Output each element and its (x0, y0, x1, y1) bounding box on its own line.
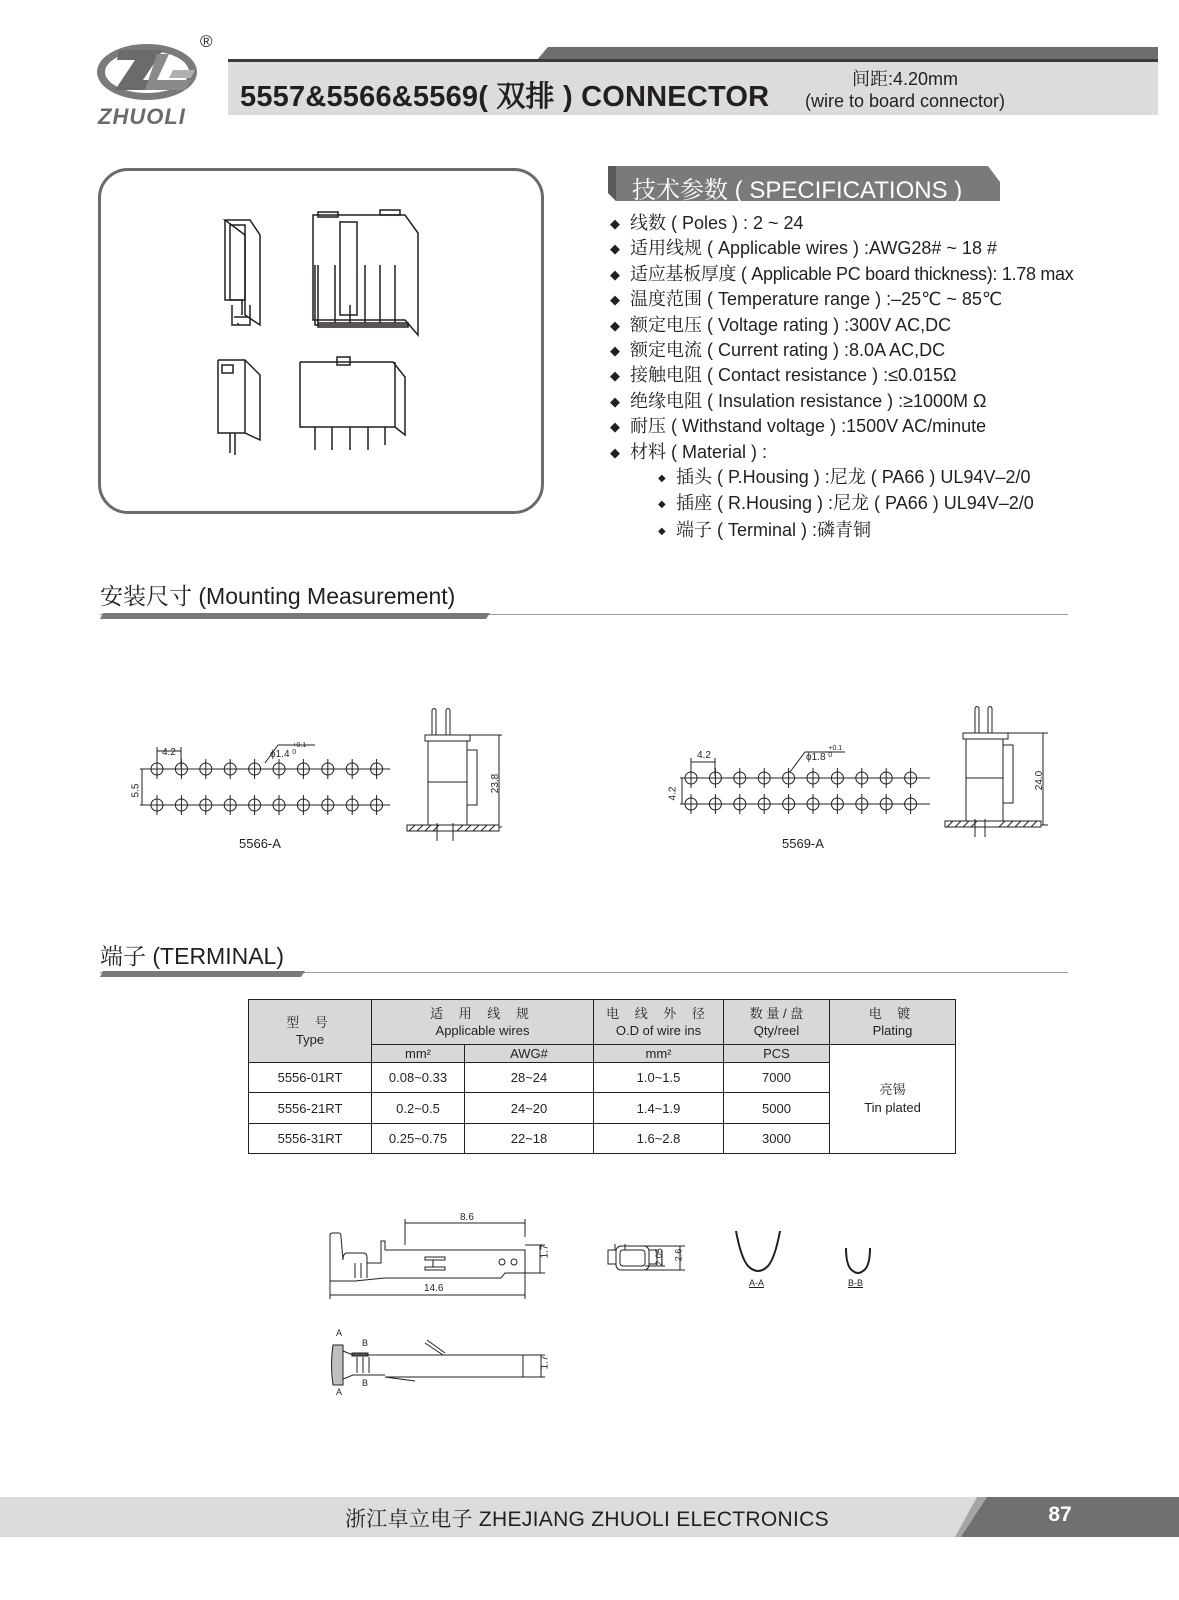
diamond-icon: ◆ (610, 419, 620, 435)
diamond-icon: ◆ (610, 368, 620, 384)
spec-item (610, 440, 1073, 465)
subheader-od-mm: mm² (594, 1045, 724, 1063)
dim-inner: 2.05 (653, 1248, 664, 1266)
spec-text: 绝缘电阻 ( Insulation resistance ) :≥1000M Ω (630, 390, 987, 411)
cell-type: 5556-31RT (249, 1124, 372, 1154)
material-text: 插头 ( P.Housing ) :尼龙 ( PA66 ) UL94V–2/0 (676, 467, 1031, 488)
hole-diameter: ϕ1.4 (270, 749, 290, 760)
cell-od: 1.0~1.5 (594, 1063, 724, 1093)
spec-item (610, 363, 1073, 388)
tol-plus: +0.1 (828, 745, 843, 752)
spec-item (610, 338, 1073, 363)
cell-awg: 28~24 (465, 1063, 594, 1093)
mounting-bar (100, 613, 490, 621)
spec-text: 温度范围 ( Temperature range ) :–25℃ ~ 85℃ (630, 289, 1003, 310)
dim-row-5569: 4.2 (667, 786, 679, 801)
header-od (594, 1000, 724, 1045)
material-item (610, 465, 1073, 491)
header-qty-en: Qty/reel (753, 1023, 800, 1038)
spec-text: 线数 ( Poles ) : 2 ~ 24 (630, 213, 804, 233)
diamond-icon: ◆ (610, 317, 620, 333)
header-type-cn: 型 号 (286, 1015, 334, 1030)
subheader-qty-unit: PCS (724, 1045, 830, 1063)
cell-awg: 24~20 (465, 1093, 594, 1124)
spec-text: 适用线规 ( Applicable wires ) :AWG28# ~ 18 # (630, 238, 997, 259)
section-a-label: A-A (749, 1278, 765, 1288)
dim-height-5569: 24.0 (1034, 770, 1046, 791)
dim-hole-5569 (806, 745, 842, 763)
terminal-bar (100, 971, 305, 979)
terminal-table (248, 999, 956, 1154)
mark-a-top: A (336, 1328, 343, 1338)
tol-minus: 0 (292, 749, 297, 756)
header-2pin-drawing (218, 360, 260, 455)
table-header-row (249, 1000, 956, 1045)
mark-b-bottom: B (362, 1378, 369, 1388)
dim-height-top: 1.7 (539, 1355, 551, 1370)
section-a-a-drawing (733, 1228, 783, 1276)
spec-item (610, 211, 1073, 236)
drawing-label-5569: 5569-A (782, 836, 824, 851)
dim-pitch-5566: 4.2 (162, 747, 176, 758)
cell-od: 1.6~2.8 (594, 1124, 724, 1154)
cell-type: 5556-21RT (249, 1093, 372, 1124)
registered-mark: ® (200, 32, 213, 51)
diamond-icon: ◆ (610, 241, 620, 257)
section-b-label: B-B (848, 1278, 864, 1288)
spec-list (610, 211, 1073, 544)
header-type-en: Type (295, 1032, 325, 1047)
tol-minus: 0 (828, 752, 833, 759)
section-b-b-drawing (843, 1245, 873, 1277)
brand-name: ZHUOLI (98, 104, 186, 129)
dim-outer: 2.6 (673, 1248, 684, 1262)
cell-mm2: 0.08~0.33 (372, 1063, 465, 1093)
dim-pitch-5569: 4.2 (697, 750, 711, 761)
spec-text: 耐压 ( Withstand voltage ) :1500V AC/minute (630, 416, 987, 437)
page-number: 87 (1048, 1503, 1072, 1526)
diamond-icon: ◆ (610, 444, 620, 460)
plating-en: Tin plated (864, 1100, 921, 1115)
header-plating-cn: 电 镀 (868, 1006, 917, 1021)
header-plating-en: Plating (872, 1023, 913, 1038)
spec-item (610, 262, 1073, 287)
subheader-wires-mm: mm² (372, 1045, 465, 1063)
dim-hole-5566 (270, 742, 306, 760)
material-item (610, 518, 1073, 544)
dim-length-partial: 8.6 (460, 1212, 474, 1223)
tol-plus: +0.1 (292, 742, 307, 749)
pitch-value: 间距:4.20mm (851, 69, 959, 89)
plug-2pin-drawing (225, 220, 260, 325)
hole-grid (685, 768, 917, 814)
header-qty-cn: 数 量 / 盘 (749, 1006, 804, 1021)
header-od-en: O.D of wire ins (615, 1023, 702, 1038)
dim-row-5566: 5.5 (130, 783, 142, 798)
header-wires-en: Applicable wires (435, 1023, 530, 1038)
spec-text: 接触电阻 ( Contact resistance ) :≤0.015Ω (630, 365, 957, 386)
drawing-label-5566: 5566-A (239, 836, 281, 851)
dim-height-5566: 23.8 (490, 773, 502, 794)
page-title: 5557&5566&5569( 双排 ) CONNECTOR (240, 81, 770, 113)
diamond-icon: ◆ (658, 499, 666, 511)
cell-type: 5556-01RT (249, 1063, 372, 1093)
mounting-heading: 安装尺寸 (Mounting Measurement) (100, 583, 456, 609)
dim-length-total: 14.6 (424, 1283, 444, 1294)
header-type (249, 1000, 372, 1063)
spec-text: 材料 ( Material ) : (630, 441, 768, 462)
subheader-wires-awg: AWG# (465, 1045, 594, 1063)
cell-mm2: 0.2~0.5 (372, 1093, 465, 1124)
connector-kind: (wire to board connector) (804, 91, 1006, 111)
footer-company: 浙江卓立电子 ZHEJIANG ZHUOLI ELECTRONICS (345, 1508, 829, 1531)
mark-a-bottom: A (336, 1387, 343, 1397)
pitch-info (790, 68, 1020, 112)
spec-item (610, 287, 1073, 312)
plating-cell (830, 1045, 956, 1154)
spec-text: 额定电流 ( Current rating ) :8.0A AC,DC (630, 340, 946, 361)
header-od-cn: 电 线 外 径 (606, 1006, 711, 1021)
cell-mm2: 0.25~0.75 (372, 1124, 465, 1154)
diamond-icon: ◆ (610, 393, 620, 409)
cell-qty: 5000 (724, 1093, 830, 1124)
spec-item (610, 389, 1073, 414)
header-wires (372, 1000, 594, 1045)
dim-height-side: 1.7 (539, 1244, 551, 1259)
material-text: 端子 ( Terminal ) :磷青铜 (676, 519, 872, 540)
mark-b-top: B (362, 1338, 369, 1348)
diamond-icon: ◆ (658, 525, 666, 537)
spec-text: 额定电压 ( Voltage rating ) :300V AC,DC (630, 314, 952, 335)
connector-illustration (200, 205, 420, 460)
spec-text: 适应基板厚度 ( Applicable PC board thickness): 1.78 max (630, 263, 1074, 284)
header-qty (724, 1000, 830, 1045)
header-plating (830, 1000, 956, 1045)
header-8pin-drawing (300, 357, 405, 450)
diamond-icon: ◆ (610, 292, 620, 308)
cell-od: 1.4~1.9 (594, 1093, 724, 1124)
spec-item (610, 236, 1073, 261)
cell-awg: 22~18 (465, 1124, 594, 1154)
cell-qty: 7000 (724, 1063, 830, 1093)
spec-item (610, 313, 1073, 338)
plug-8pin-drawing (313, 210, 418, 335)
cell-qty: 3000 (724, 1124, 830, 1154)
spec-heading: 技术参数 ( SPECIFICATIONS ) (632, 177, 963, 204)
diamond-icon: ◆ (610, 266, 620, 282)
diamond-icon: ◆ (658, 473, 666, 485)
spec-item (610, 414, 1073, 439)
material-text: 插座 ( R.Housing ) :尼龙 ( PA66 ) UL94V–2/0 (676, 493, 1034, 514)
diamond-icon: ◆ (610, 216, 620, 231)
header-wires-cn: 适 用 线 规 (430, 1006, 535, 1021)
plating-cn: 亮锡 (879, 1082, 906, 1097)
hole-grid (151, 759, 383, 815)
material-item (610, 491, 1073, 517)
diamond-icon: ◆ (610, 343, 620, 359)
terminal-heading: 端子 (TERMINAL) (100, 943, 284, 969)
hole-diameter: ϕ1.8 (806, 752, 826, 763)
terminal-top-drawing (325, 1335, 555, 1395)
